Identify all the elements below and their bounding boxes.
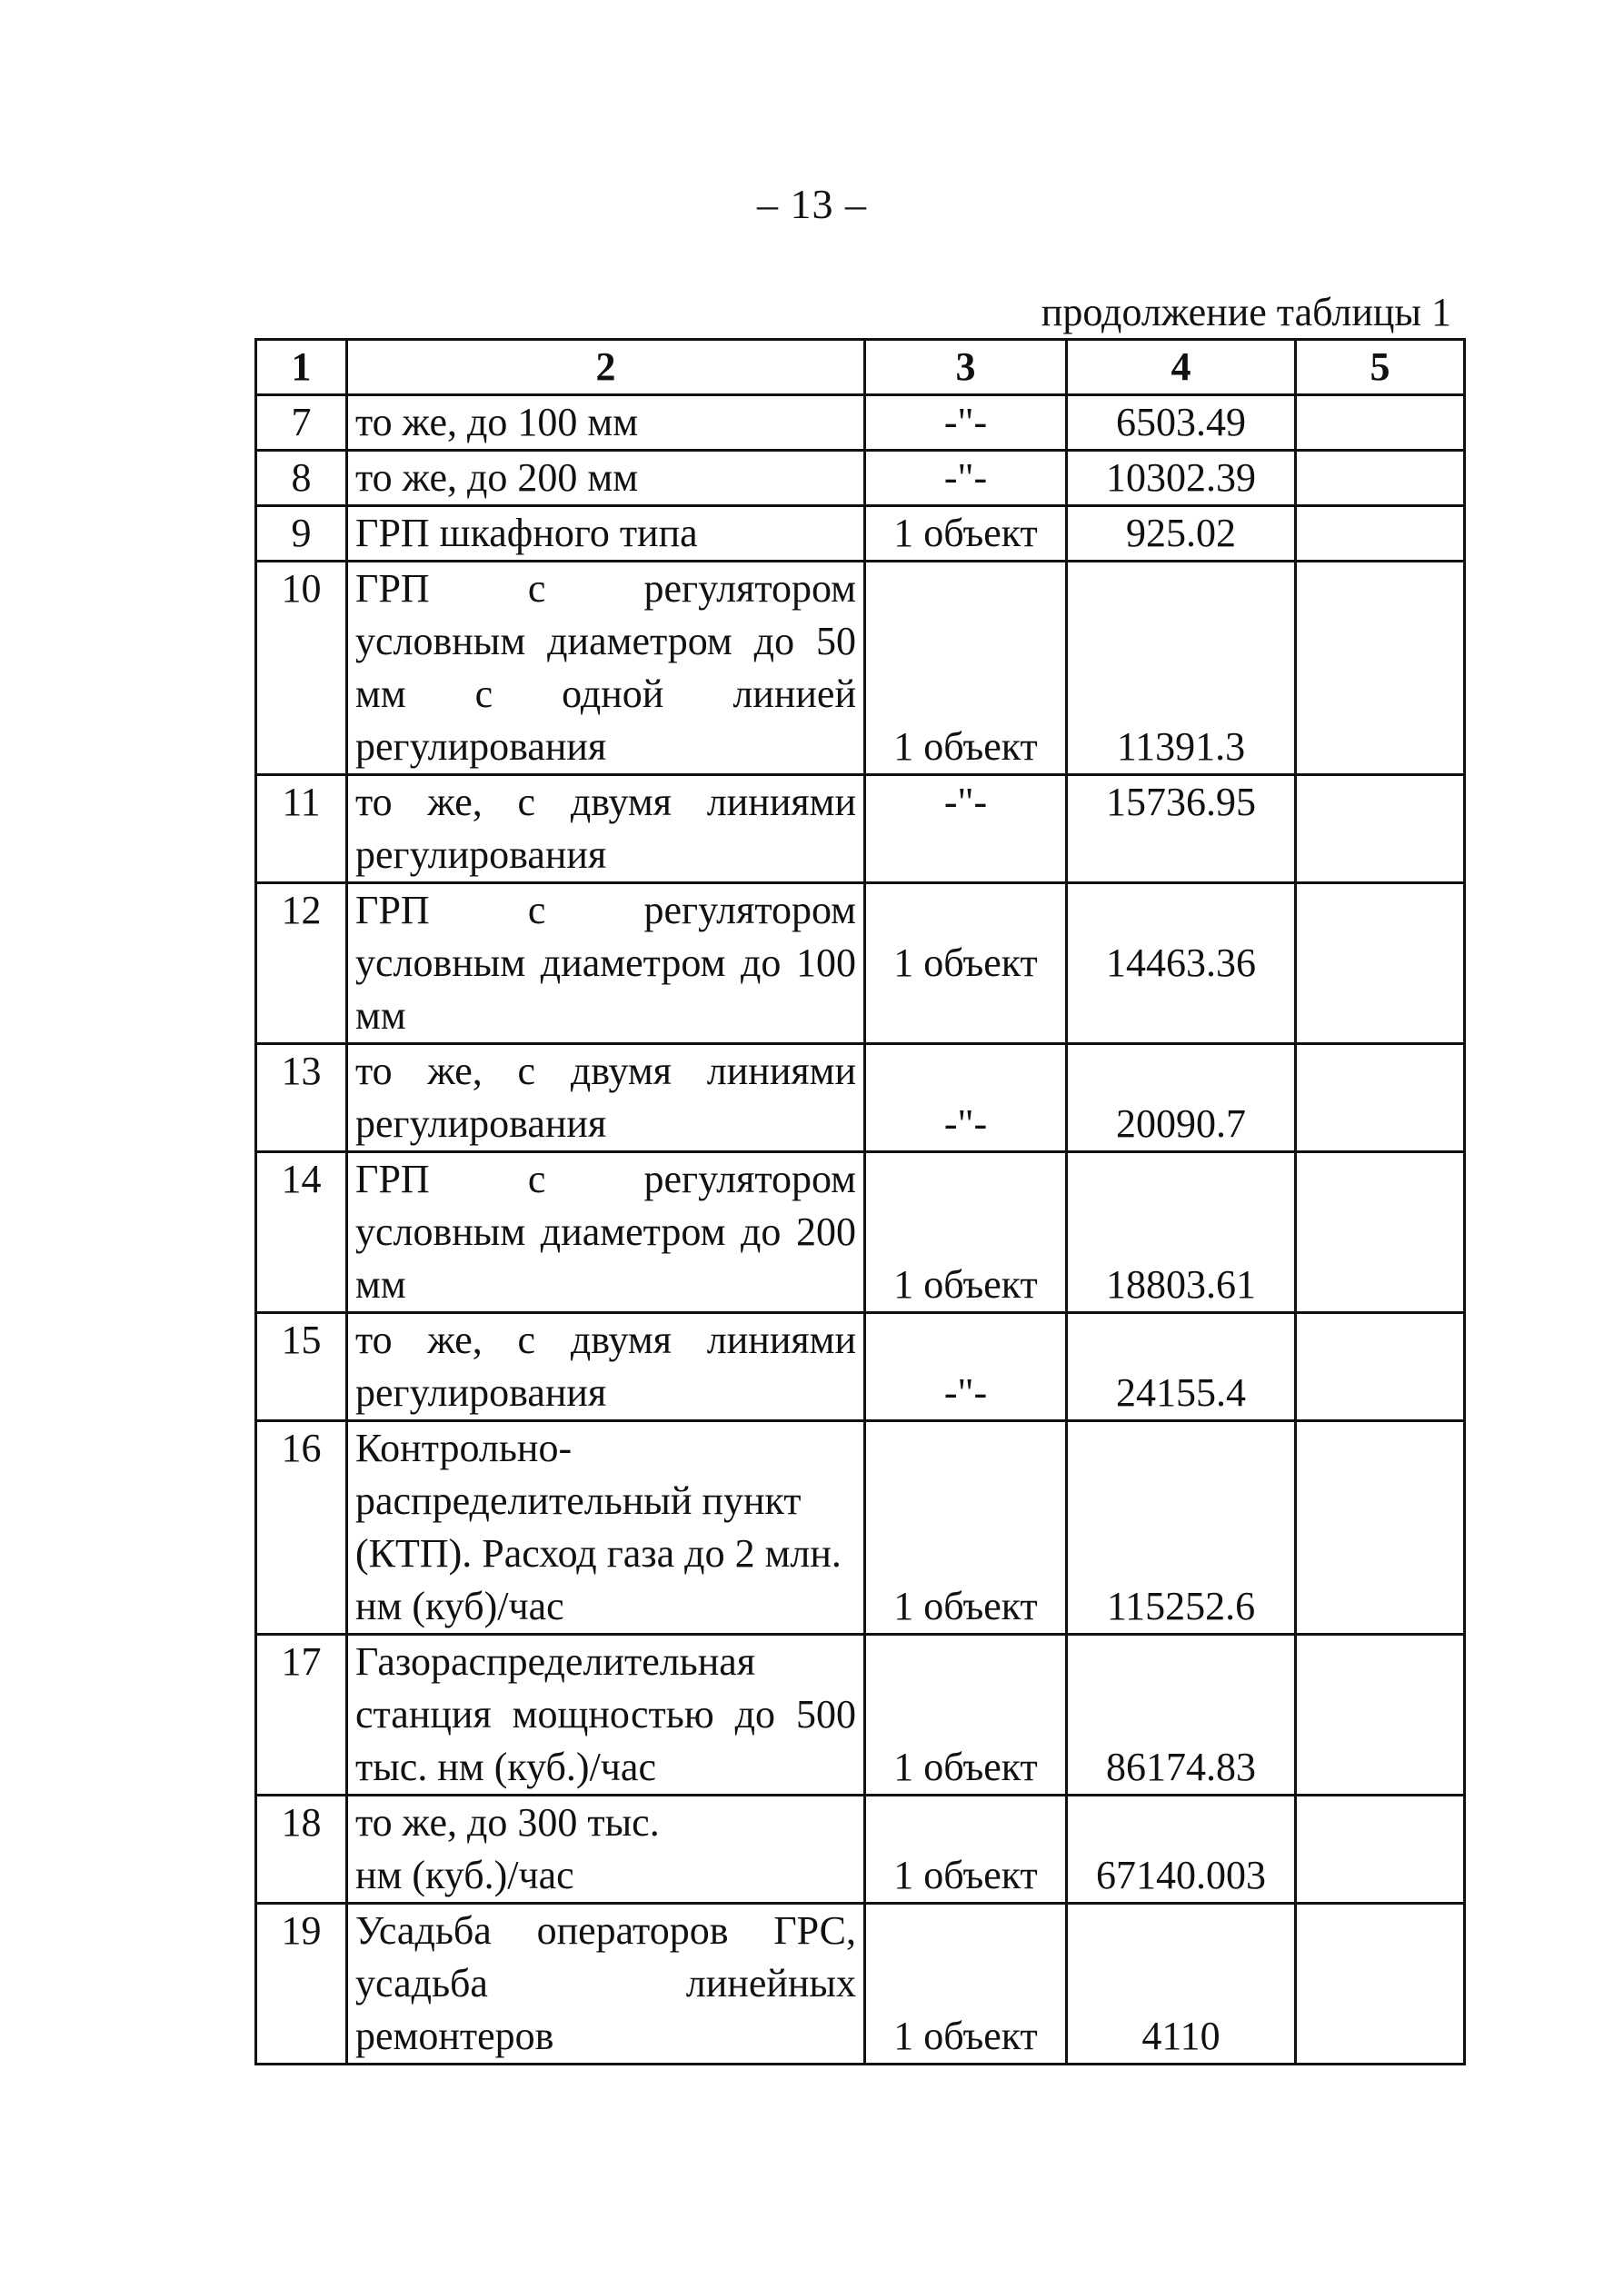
row-value: 24155.4: [1067, 1313, 1296, 1421]
row-value: 6503.49: [1067, 395, 1296, 451]
table-row: [256, 1635, 1465, 1796]
row-number: 7: [256, 395, 347, 451]
row-unit: 1 объект: [865, 506, 1067, 562]
row-extra: [1296, 1904, 1465, 2065]
row-name: ГРП с регулятором условным диаметром до 50 мм с одной линией регулирования: [347, 562, 865, 775]
row-unit: 1 объект: [865, 1796, 1067, 1904]
row-unit: -"-: [865, 775, 1067, 883]
row-extra: [1296, 883, 1465, 1044]
row-extra: [1296, 1796, 1465, 1904]
header-col-4: 4: [1067, 340, 1296, 395]
row-unit: 1 объект: [865, 1421, 1067, 1635]
row-number: 15: [256, 1313, 347, 1421]
table-row: [256, 562, 1465, 775]
row-number: 13: [256, 1044, 347, 1152]
row-number: 8: [256, 451, 347, 506]
row-name: Усадьба операторов ГРС, усадьба линейных ремонтеров: [347, 1904, 865, 2065]
row-extra: [1296, 395, 1465, 451]
row-name: то же, до 200 мм: [347, 451, 865, 506]
row-name: Контрольно-распределительный пункт (КТП). Расход газа до 2 млн. нм (куб)/час: [347, 1421, 865, 1635]
row-value: 15736.95: [1067, 775, 1296, 883]
row-value: 20090.7: [1067, 1044, 1296, 1152]
row-number: 10: [256, 562, 347, 775]
row-extra: [1296, 562, 1465, 775]
row-name: то же, с двумя линиями регулирования: [347, 1313, 865, 1421]
table-row: [256, 1421, 1465, 1635]
row-number: 12: [256, 883, 347, 1044]
row-number: 19: [256, 1904, 347, 2065]
row-unit: 1 объект: [865, 562, 1067, 775]
row-value: 14463.36: [1067, 883, 1296, 1044]
row-unit: -"-: [865, 1313, 1067, 1421]
table-caption: продолжение таблицы 1: [1041, 290, 1451, 334]
table-row: [256, 1044, 1465, 1152]
row-extra: [1296, 775, 1465, 883]
row-number: 14: [256, 1152, 347, 1313]
row-value: 115252.6: [1067, 1421, 1296, 1635]
row-number: 18: [256, 1796, 347, 1904]
table-row: [256, 451, 1465, 506]
row-name: ГРП с регулятором условным диаметром до 200 мм: [347, 1152, 865, 1313]
row-name: ГРП шкафного типа: [347, 506, 865, 562]
row-unit: 1 объект: [865, 1904, 1067, 2065]
row-value: 86174.83: [1067, 1635, 1296, 1796]
row-number: 17: [256, 1635, 347, 1796]
row-extra: [1296, 1635, 1465, 1796]
table-header-row: [256, 340, 1465, 395]
row-name: то же, до 300 тыс. нм (куб.)/час: [347, 1796, 865, 1904]
row-extra: [1296, 1421, 1465, 1635]
row-value: 67140.003: [1067, 1796, 1296, 1904]
page-number: – 13 –: [757, 181, 867, 227]
row-name: то же, до 100 мм: [347, 395, 865, 451]
table-row: [256, 506, 1465, 562]
row-name: то же, с двумя линиями регулирования: [347, 775, 865, 883]
row-unit: -"-: [865, 1044, 1067, 1152]
row-unit: -"-: [865, 395, 1067, 451]
row-unit: 1 объект: [865, 1152, 1067, 1313]
row-number: 9: [256, 506, 347, 562]
table-row: [256, 883, 1465, 1044]
header-col-1: 1: [256, 340, 347, 395]
row-value: 10302.39: [1067, 451, 1296, 506]
table-row: [256, 1152, 1465, 1313]
row-unit: 1 объект: [865, 883, 1067, 1044]
header-col-2: 2: [347, 340, 865, 395]
header-col-3: 3: [865, 340, 1067, 395]
row-value: 4110: [1067, 1904, 1296, 2065]
table-row: [256, 395, 1465, 451]
table-row: [256, 1313, 1465, 1421]
row-value: 11391.3: [1067, 562, 1296, 775]
row-extra: [1296, 506, 1465, 562]
row-extra: [1296, 451, 1465, 506]
row-number: 16: [256, 1421, 347, 1635]
data-table: [254, 338, 1466, 2065]
row-extra: [1296, 1313, 1465, 1421]
table-row: [256, 1796, 1465, 1904]
header-col-5: 5: [1296, 340, 1465, 395]
table-row: [256, 775, 1465, 883]
row-extra: [1296, 1152, 1465, 1313]
row-value: 925.02: [1067, 506, 1296, 562]
row-name: Газораспределительная станция мощностью до 500 тыс. нм (куб.)/час: [347, 1635, 865, 1796]
row-number: 11: [256, 775, 347, 883]
row-extra: [1296, 1044, 1465, 1152]
row-name: ГРП с регулятором условным диаметром до 100 мм: [347, 883, 865, 1044]
row-value: 18803.61: [1067, 1152, 1296, 1313]
table-row: [256, 1904, 1465, 2065]
row-name: то же, с двумя линиями регулирования: [347, 1044, 865, 1152]
row-unit: 1 объект: [865, 1635, 1067, 1796]
row-unit: -"-: [865, 451, 1067, 506]
